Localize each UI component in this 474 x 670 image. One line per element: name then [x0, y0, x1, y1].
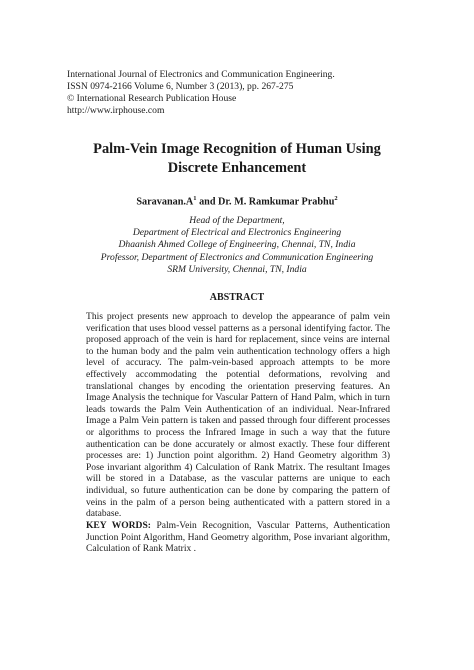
author-1: Saravanan.A [136, 196, 194, 208]
keywords-label: KEY WORDS: [86, 520, 151, 531]
keywords-text: Palm-Vein Recognition, Vascular Patterns, Authentication Junction Point Algorithm, Hand Geometry algorithm, Pose invariant algorithm, Calculation of Rank Matrix . [86, 520, 390, 555]
affiliation-line: Dhaanish Ahmed College of Engineering, Chennai, TN, India [118, 239, 356, 251]
affiliation-line: Head of the Department, [189, 215, 285, 226]
keywords-paragraph [86, 520, 390, 555]
author-1-superscript: 1 [193, 195, 197, 202]
journal-issn: ISSN 0974-2166 Volume 6, Number 3 (2013), pp. 267-275 [67, 81, 294, 92]
journal-info [67, 69, 335, 117]
author-line [0, 192, 474, 208]
abstract-text: This project presents new approach to develop the appearance of palm vein verification that uses blood vessel patterns as a personal identifying factor. The proposed approach of the vein is hard for replacement, since veins are internal to the human body and the palm vein authentication technology offers a high level of accuracy. The palm-vein-based approach attempts to be more effectively accommodating the potential deformations, revolving and translational changes by encoding the orientation preserving features. An Image Analysis the technique for Vascular Pattern of Hand Palm, which in turn leads towards the Palm Vein Authentication of an individual. Near-Infrared Image a Palm Vein pattern is taken and passed through four different processes or algorithms to process the Infrared Image in such a way that the future authentication can be done accurately or almost exactly. These four different processes are: 1) Junction point algorithm. 2) Hand Geometry algorithm 3) Pose invariant algorithm 4) Calculation of Rank Matrix. The resultant Images will be stored in a Database, as the vascular patterns are unique to each individual, so future authentication can be done by comparing the pattern of veins in the palm of a person being authenticated with a pattern stored in a database. [86, 311, 390, 520]
journal-url[interactable]: http://www.irphouse.com [67, 105, 165, 116]
abstract-body [86, 311, 390, 520]
affiliations [0, 215, 474, 276]
journal-publisher: © International Research Publication House [67, 93, 237, 104]
journal-name: International Journal of Electronics and Communication Engineering. [67, 69, 335, 80]
abstract-heading: ABSTRACT [209, 292, 265, 303]
title-line-1: Palm-Vein Image Recognition of Human Using [93, 141, 381, 157]
keywords-section [86, 520, 390, 555]
title-line-2: Discrete Enhancement [167, 160, 307, 176]
author-joiner: and Dr. M. Ramkumar Prabhu [196, 196, 335, 208]
affiliation-line: Professor, Department of Electronics and Communication Engineering [100, 251, 374, 263]
affiliation-line: SRM University, Chennai, TN, India [167, 263, 307, 275]
paper-title [0, 140, 474, 178]
affiliation-line: Department of Electrical and Electronics Engineering [132, 227, 342, 239]
author-2-superscript: 2 [334, 195, 338, 202]
